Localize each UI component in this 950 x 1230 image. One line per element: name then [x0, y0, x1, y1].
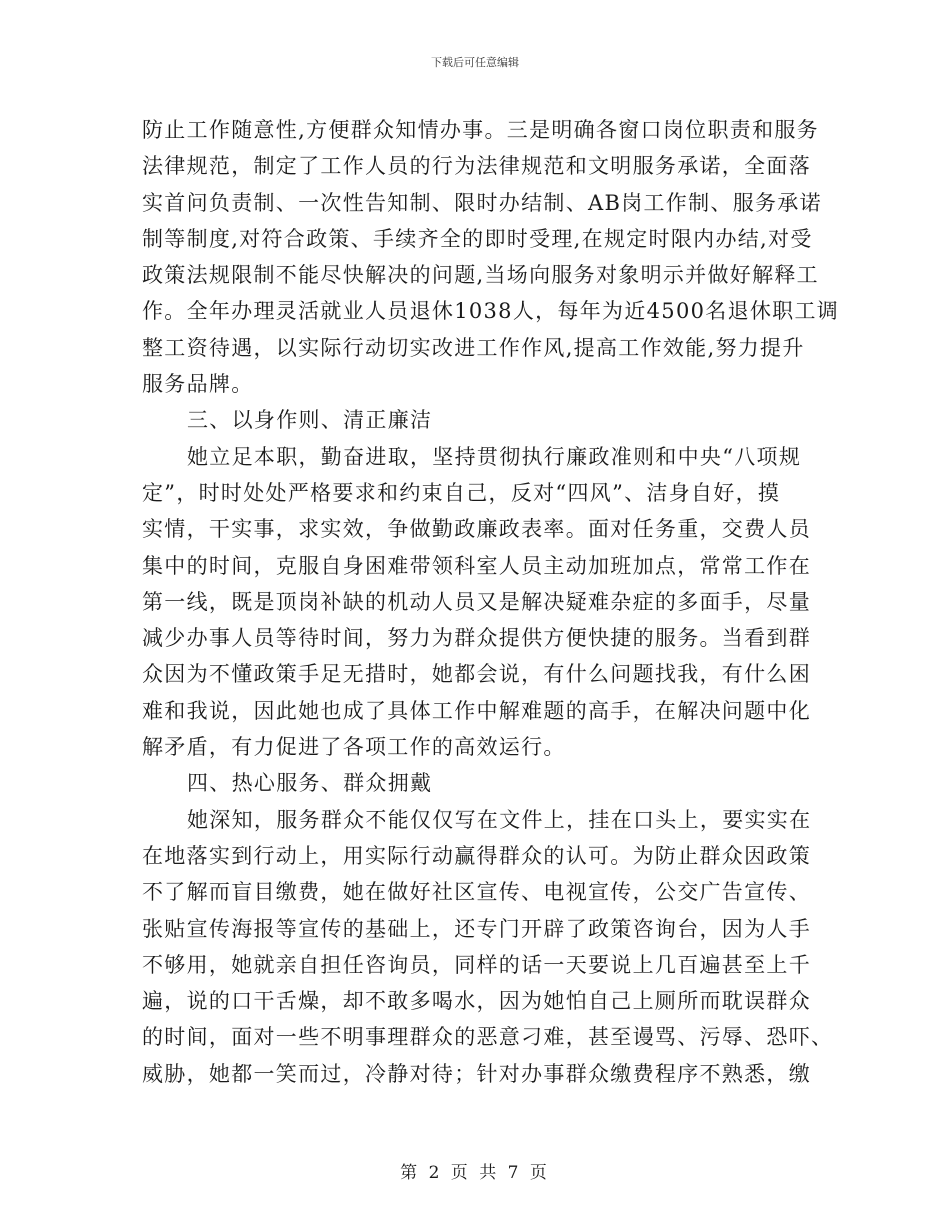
- text-line: 实首问负责制、一次性告知制、限时办结制、AB岗工作制、服务承诺: [142, 190, 822, 215]
- text-line: 她深知，服务群众不能仅仅写在文件上，挂在口头上，要实实在: [187, 807, 812, 832]
- text-line: 众因为不懂政策手足无措时，她都会说，有什么问题找我，有什么困: [142, 662, 811, 687]
- text-line: 解矛盾，有力促进了各项工作的高效运行。: [142, 735, 566, 760]
- text-line: 遍，说的口干舌燥，却不敢多喝水，因为她怕自己上厕所而耽误群众: [142, 989, 811, 1014]
- section-heading: 四、热心服务、群众拥戴: [187, 771, 433, 796]
- document-body: [142, 112, 840, 1092]
- text-line: 减少办事人员等待时间，努力为群众提供方便快捷的服务。当看到群: [142, 626, 811, 651]
- text-line: 防止工作随意性,方便群众知情办事。三是明确各窗口岗位职责和服务: [142, 118, 819, 142]
- page-header-note: 下载后可任意编辑: [431, 56, 519, 69]
- text-line: 不了解而盲目缴费，她在做好社区宣传、电视宣传，公交广告宣传、: [142, 880, 811, 905]
- text-line: 政策法规限制不能尽快解决的问题,当场向服务对象明示并做好解释工: [142, 263, 819, 288]
- text-line: 集中的时间，克服自身困难带领科室人员主动加班加点，常常工作在: [142, 553, 811, 578]
- text-line: 第一线，既是顶岗补缺的机动人员又是解决疑难杂症的多面手，尽量: [142, 589, 811, 614]
- text-line: 的时间，面对一些不明事理群众的恶意刁难，甚至谩骂、污辱、恐吓、: [142, 1025, 834, 1050]
- text-line: 威胁，她都一笑而过，冷静对待；针对办事群众缴费程序不熟悉，缴: [142, 1061, 811, 1086]
- text-line: 实情，干实事，求实效，争做勤政廉政表率。面对任务重，交费人员: [142, 517, 811, 542]
- text-line: 作。全年办理灵活就业人员退休1038人，每年为近4500名退休职工调: [142, 299, 840, 324]
- text-line: 服务品牌。: [142, 372, 254, 397]
- text-line: 整工资待遇，以实际行动切实改进工作作风,提高工作效能,努力提升: [142, 335, 805, 360]
- text-line: 难和我说，因此她也成了具体工作中解难题的高手，在解决问题中化: [142, 698, 811, 723]
- text-line: 定”，时时处处严格要求和约束自己，反对“四风”、洁身自好，摸: [142, 480, 781, 505]
- section-heading: 三、以身作则、清正廉洁: [187, 408, 433, 433]
- text-line: 法律规范，制定了工作人员的行为法律规范和文明服务承诺，全面落: [142, 154, 811, 179]
- text-line: 不够用，她就亲自担任咨询员，同样的话一天要说上几百遍甚至上千: [142, 952, 811, 977]
- text-line: 张贴宣传海报等宣传的基础上，还专门开辟了政策咨询台，因为人手: [142, 916, 811, 941]
- text-line: 她立足本职，勤奋进取，坚持贯彻执行廉政准则和中央“八项规: [187, 444, 802, 469]
- text-line: 在地落实到行动上，用实际行动赢得群众的认可。为防止群众因政策: [142, 843, 811, 868]
- page-number: 第 2 页 共 7 页: [400, 1163, 550, 1183]
- text-line: 制等制度,对符合政策、手续齐全的即时受理,在规定时限内办结,对受: [142, 226, 813, 251]
